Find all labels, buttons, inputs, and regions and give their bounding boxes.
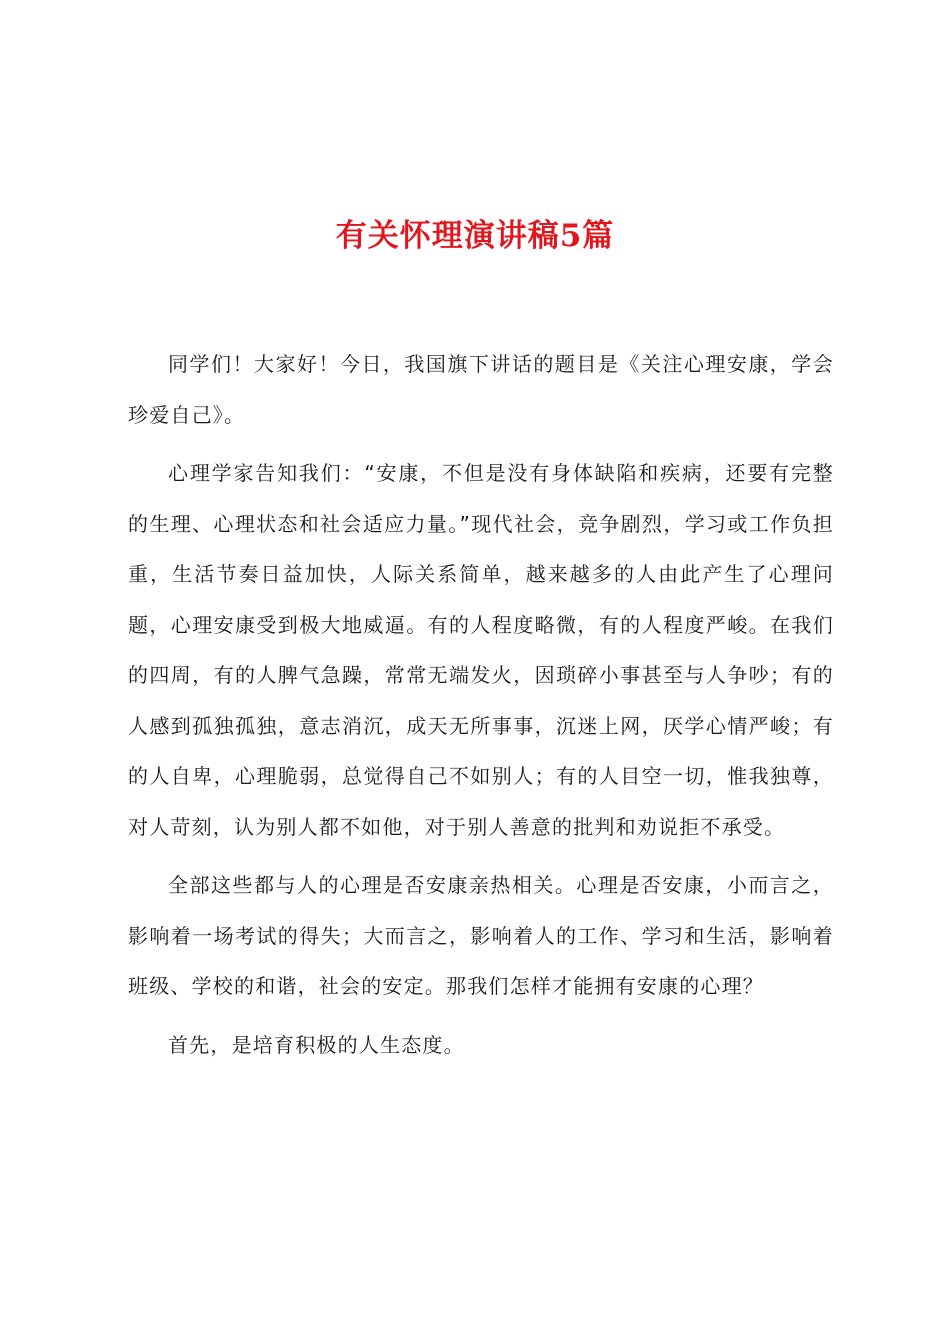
document-title: 有关怀理演讲稿5篇 <box>335 218 615 254</box>
paragraph-4: 首先，是培育积极的人生态度。 <box>168 1032 465 1057</box>
paragraph-2: 心理学家告知我们：“安康，不但是没有身体缺陷和疾病，还要有完整的生理、心理状态和社会适应力量。”现代社会，竞争剧烈，学习或工作负担重，生活节奏日益加快，人际关系简单，越来越多的人由此产生了心理问题，心理安康受到极大地威逼。有的人程度略微，有的人程度严峻。在我们的四周，有的人脾气急躁，常常无端发火，因琐碎小事甚至与人争吵；有的人感到孤独孤独，意志消沉，成天无所事事，沉迷上网，厌学心情严峻；有的人自卑，心理脆弱，总觉得自己不如别人；有的人目空一切，惟我独尊，对人苛刻，认为别人都不如他，对于别人善意的批判和劝说拒不承受。 <box>128 461 834 839</box>
paragraph-3: 全部这些都与人的心理是否安康亲热相关。心理是否安康，小而言之，影响着一场考试的得失；大而言之，影响着人的工作、学习和生活，影响着班级、学校的和谐，社会的安定。那我们怎样才能拥有安康的心理？ <box>128 873 834 998</box>
paragraph-1: 同学们！大家好！今日，我国旗下讲话的题目是《关注心理安康，学会珍爱自己》。 <box>128 352 834 427</box>
document-body <box>128 339 834 1078</box>
